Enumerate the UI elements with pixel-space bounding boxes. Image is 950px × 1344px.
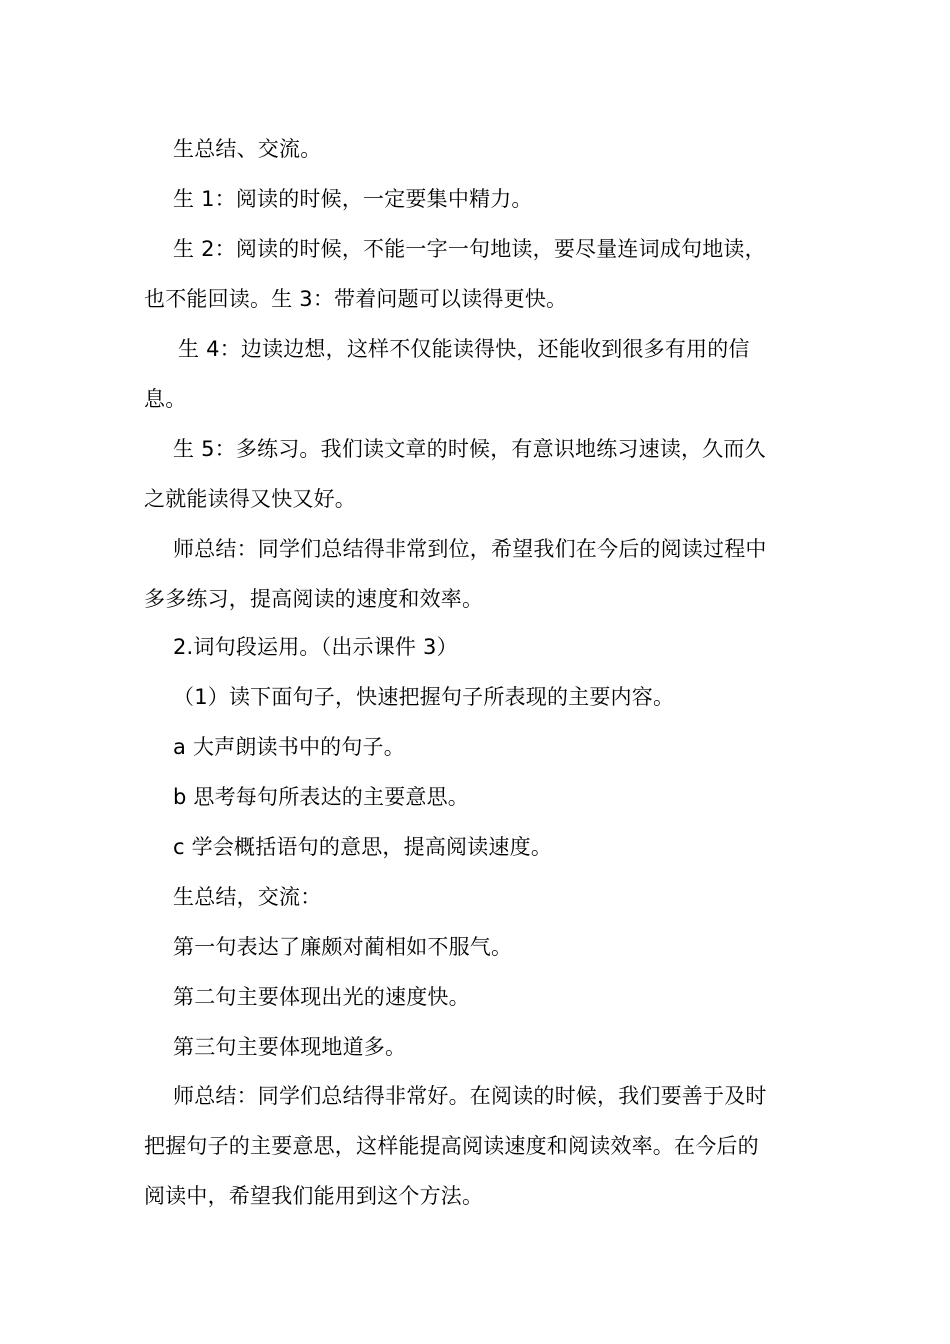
text-line: 多多练习，提高阅读的速度和效率。 (144, 587, 484, 611)
text-line: 息。 (144, 387, 187, 411)
text-line: 第二句主要体现出光的速度快。 (173, 985, 470, 1009)
text-line: 生总结，交流： (173, 885, 322, 909)
text-line: （1）读下面句子，快速把握句子所表现的主要内容。 (173, 685, 675, 709)
text-line: 生 2：阅读的时候，不能一字一句地读，要尽量连词成句地读， (173, 237, 766, 261)
text-line: 也不能回读。生 3：带着问题可以读得更快。 (144, 287, 568, 311)
text-line: 阅读中，希望我们能用到这个方法。 (144, 1184, 484, 1208)
text-line: c 学会概括语句的意思，提高阅读速度。 (173, 835, 553, 859)
text-line: a 大声朗读书中的句子。 (173, 735, 405, 759)
text-line: 第一句表达了廉颇对蔺相如不服气。 (173, 935, 513, 959)
text-line: 生总结、交流。 (173, 137, 322, 161)
text-line: 生 5：多练习。我们读文章的时候，有意识地练习速读，久而久 (173, 437, 766, 461)
text-line: 第三句主要体现地道多。 (173, 1035, 407, 1059)
text-line: 师总结：同学们总结得非常到位，希望我们在今后的阅读过程中 (173, 537, 767, 561)
text-line: b 思考每句所表达的主要意思。 (173, 785, 470, 809)
text-line: 师总结：同学们总结得非常好。在阅读的时候，我们要善于及时 (173, 1084, 767, 1108)
text-line: 之就能读得又快又好。 (144, 487, 356, 511)
text-line: 生 1：阅读的时候，一定要集中精力。 (173, 187, 533, 211)
text-line: 2.词句段运用。（出示课件 3） (173, 635, 458, 659)
text-line: 把握句子的主要意思，这样能提高阅读速度和阅读效率。在今后的 (144, 1134, 759, 1158)
text-line: 生 4：边读边想，这样不仅能读得快，还能收到很多有用的信 (178, 337, 750, 361)
